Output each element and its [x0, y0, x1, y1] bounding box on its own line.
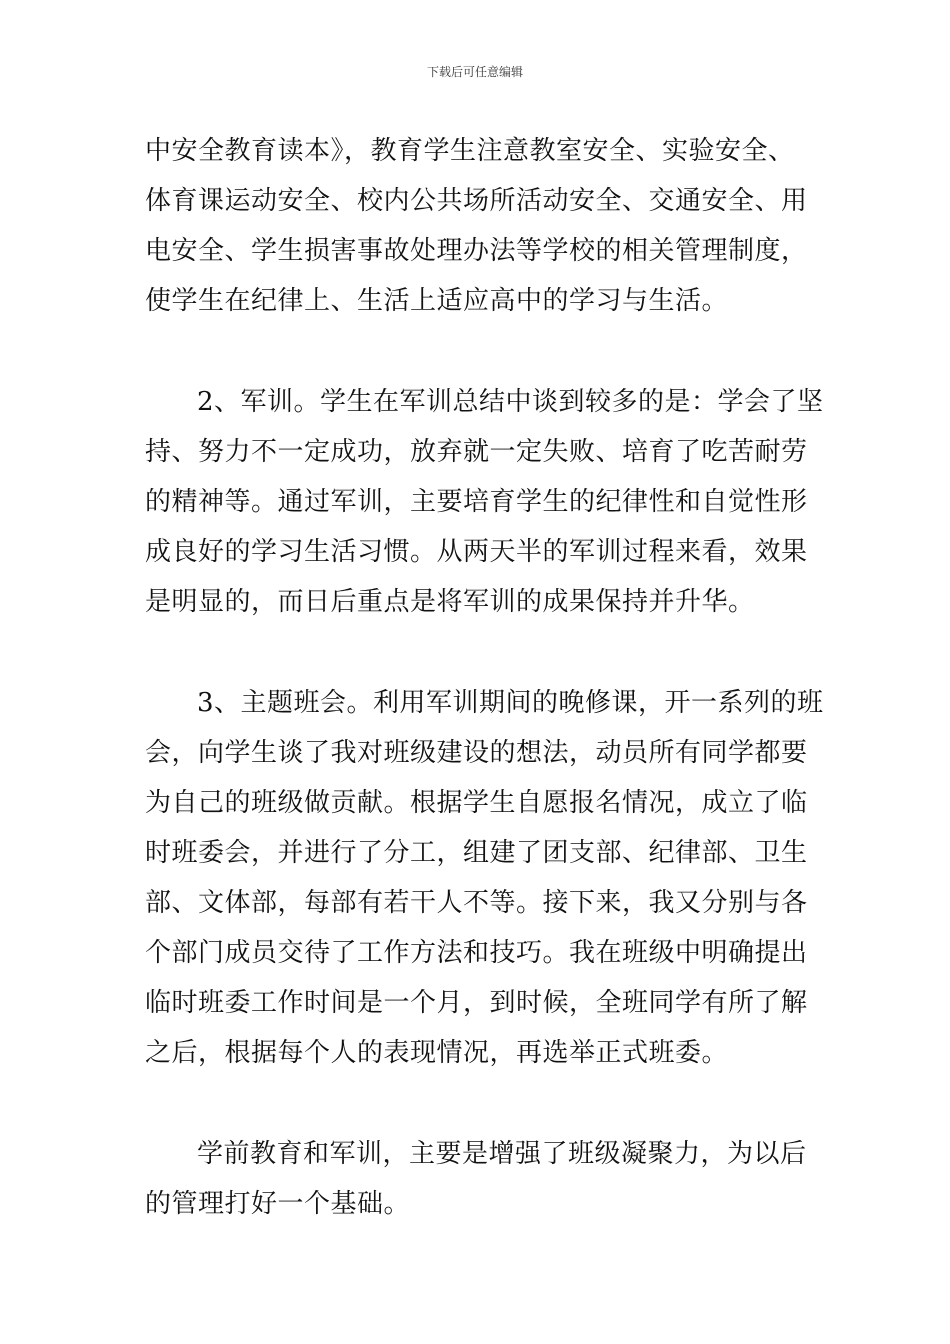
- paragraph-line: 成良好的学习生活习惯。从两天半的军训过程来看，效果: [145, 537, 808, 567]
- paragraph-2: [145, 377, 824, 627]
- paragraph-spacer: [145, 326, 809, 377]
- paragraph-spacer: [145, 627, 809, 678]
- paragraph-line: 学前教育和军训，主要是增强了班级凝聚力，为以后: [197, 1139, 807, 1169]
- paragraph-line: 部、文体部，每部有若干人不等。接下来，我又分别与各: [145, 888, 808, 918]
- document-body: [145, 126, 824, 1229]
- paragraph-line: 会，向学生谈了我对班级建设的想法，动员所有同学都要: [145, 738, 808, 768]
- paragraph-line: 的精神等。通过军训，主要培育学生的纪律性和自觉性形: [145, 487, 808, 517]
- paragraph-line: 中安全教育读本》，教育学生注意教室安全、实验安全、: [145, 136, 795, 166]
- paragraph-3: [145, 678, 824, 1078]
- paragraph-line: 电安全、学生损害事故处理办法等学校的相关管理制度，: [145, 236, 808, 266]
- paragraph-spacer: [145, 1078, 809, 1129]
- page-header: 下载后可任意编辑: [426, 65, 523, 79]
- paragraph-line: 3、主题班会。利用军训期间的晚修课，开一系列的班: [197, 688, 824, 718]
- paragraph-line: 体育课运动安全、校内公共场所活动安全、交通安全、用: [145, 186, 808, 216]
- paragraph-line: 个部门成员交待了工作方法和技巧。我在班级中明确提出: [145, 938, 808, 968]
- paragraph-line: 之后，根据每个人的表现情况，再选举正式班委。: [145, 1038, 729, 1068]
- paragraph-line: 的管理打好一个基础。: [145, 1189, 411, 1219]
- paragraph-line: 为自己的班级做贡献。根据学生自愿报名情况，成立了临: [145, 788, 808, 818]
- paragraph-line: 使学生在纪律上、生活上适应高中的学习与生活。: [145, 286, 729, 316]
- paragraph-line: 临时班委工作时间是一个月，到时候，全班同学有所了解: [145, 988, 808, 1018]
- paragraph-1: [145, 126, 809, 326]
- paragraph-line: 是明显的，而日后重点是将军训的成果保持并升华。: [145, 587, 755, 617]
- paragraph-line: 持、努力不一定成功，放弃就一定失败、培育了吃苦耐劳: [145, 437, 808, 467]
- paragraph-line: 2、军训。学生在军训总结中谈到较多的是：学会了坚: [197, 387, 824, 417]
- paragraph-line: 时班委会，并进行了分工，组建了团支部、纪律部、卫生: [145, 838, 808, 868]
- paragraph-4: [145, 1129, 809, 1229]
